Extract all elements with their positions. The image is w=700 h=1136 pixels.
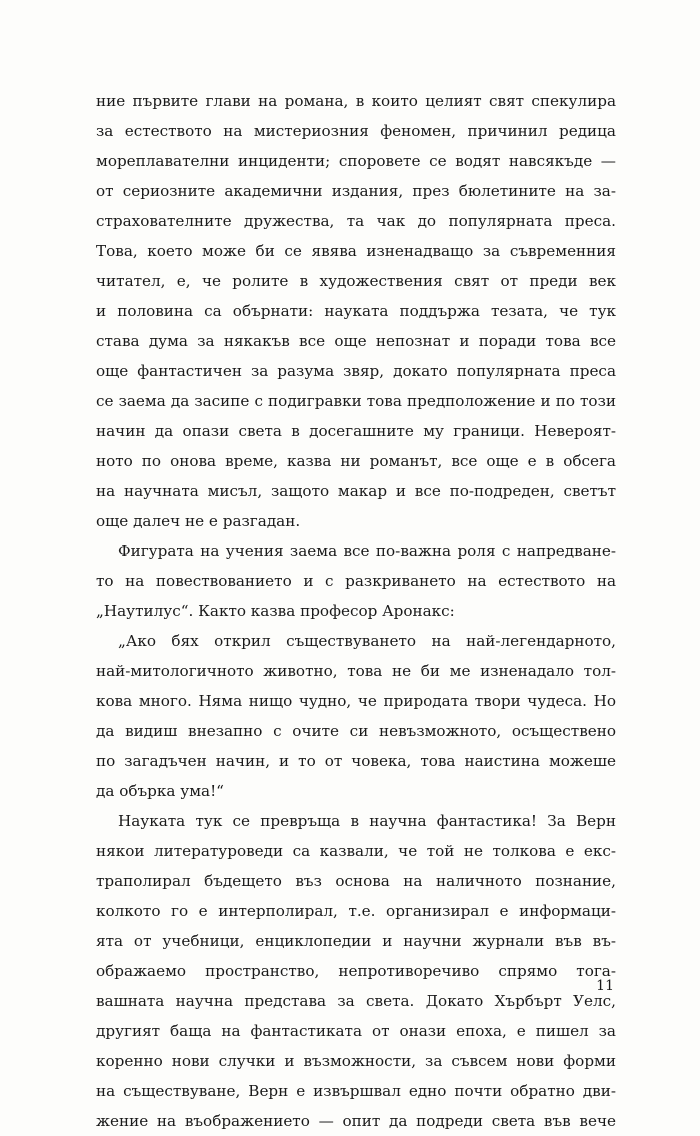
- text-line: коренно нови случки и възможности, за съвсем нови форми: [96, 1052, 616, 1070]
- text-line: някои литературоведи са казвали, че той не толкова е екс-: [96, 842, 616, 860]
- text-line: ние първите глави на романа, в които целият свят спекулира: [96, 92, 616, 110]
- text-line: да видиш внезапно с очите си невъзможното, осъществено: [96, 722, 616, 740]
- text-line: то на повествованието и с разкриването на естеството на: [96, 572, 616, 590]
- text-line: ображаемо пространство, непротиворечиво спрямо тога-: [96, 962, 616, 980]
- text-line: вашната научна представа за света. Докато Хърбърт Уелс,: [96, 992, 616, 1010]
- text-line: по загадъчен начин, и то от човека, това наистина можеше: [96, 752, 616, 770]
- text-line: още далеч не е разгадан.: [96, 512, 301, 530]
- text-line: начин да опази света в досегашните му граници. Невероят-: [96, 422, 616, 440]
- text-line: за естеството на мистериозния феномен, причинил редица: [96, 122, 616, 140]
- text-line: на съществуване, Верн е извършвал едно почти обратно дви-: [96, 1082, 616, 1100]
- text-line: жение на въображението — опит да подреди света във вече: [96, 1112, 616, 1130]
- text-line: още фантастичен за разума звяр, докато популярната преса: [96, 362, 616, 380]
- text-line: траполирал бъдещето въз основа на наличното познание,: [96, 872, 616, 890]
- text-line: става дума за някакъв все още непознат и поради това все: [96, 332, 616, 350]
- text-line: да обърка ума!“: [96, 782, 224, 800]
- text-line: Фигурата на учения заема все по-важна роля с напредване-: [118, 542, 616, 560]
- page-body: [96, 86, 616, 1136]
- text-line: Науката тук се превръща в научна фантастика! За Верн: [118, 812, 616, 830]
- text-line: и половина са обърнати: науката поддържа тезата, че тук: [96, 302, 616, 320]
- text-line: „Ако бях открил съществуването на най-легендарното,: [118, 632, 616, 650]
- text-line: се заема да засипе с подигравки това предположение и по този: [96, 392, 616, 410]
- text-line: най-митологичното животно, това не би ме изненадало тол-: [96, 662, 616, 680]
- text-line: ното по онова време, казва ни романът, все още е в обсега: [96, 452, 616, 470]
- text-line: ята от учебници, енциклопедии и научни журнали във въ-: [96, 932, 616, 950]
- text-line: Това, което може би се явява изненадващо за съвременния: [96, 242, 616, 260]
- text-line: читател, е, че ролите в художествения свят от преди век: [96, 272, 616, 290]
- page-number: 11: [596, 978, 614, 994]
- text-line: на научната мисъл, защото макар и все по-подреден, светът: [96, 482, 616, 500]
- text-line: мореплавателни инциденти; споровете се водят навсякъде —: [96, 152, 616, 170]
- text-line: кова много. Няма нищо чудно, че природата твори чудеса. Но: [96, 692, 616, 710]
- text-line: страхователните дружества, та чак до популярната преса.: [96, 212, 616, 230]
- text-line: колкото го е интерполирал, т.е. организирал е информаци-: [96, 902, 616, 920]
- text-line: „Наутилус“. Както казва професор Аронакс:: [96, 602, 455, 620]
- text-line: другият баща на фантастиката от онази епоха, е пишел за: [96, 1022, 616, 1040]
- text-line: от сериозните академични издания, през бюлетините на за-: [96, 182, 616, 200]
